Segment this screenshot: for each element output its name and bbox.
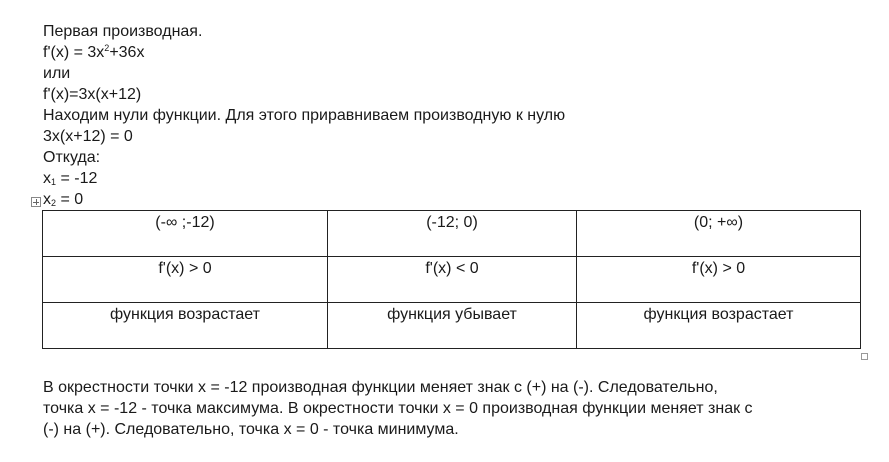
table-cell[interactable]: (-∞ ;-12): [43, 211, 328, 257]
table-move-handle-icon[interactable]: [31, 197, 41, 207]
table-row: [43, 303, 861, 349]
equation: 3x(x+12) = 0: [43, 128, 133, 145]
sign-table: [42, 210, 861, 349]
table-cell[interactable]: f'(x) < 0: [328, 257, 577, 303]
root-2: $x_2 = 0$: [43, 191, 84, 208]
heading-first-derivative: Первая производная.: [43, 23, 203, 40]
power-superscript: 2: [104, 43, 110, 53]
solution-text: [43, 21, 565, 210]
conclusion-line: точка x = -12 - точка максимума. В окрестности точки x = 0 производная функции меняет знак с: [43, 400, 753, 417]
conclusion-line: В окрестности точки x = -12 производная функции меняет знак с (+) на (-). Следовательно,: [43, 379, 718, 396]
table-cell[interactable]: функция возрастает: [43, 303, 328, 349]
whence-text: Откуда:: [43, 149, 101, 166]
table-cell[interactable]: (0; +∞): [577, 211, 861, 257]
or-text: или: [43, 65, 71, 82]
table-cell[interactable]: (-12; 0): [328, 211, 577, 257]
table-cell[interactable]: функция возрастает: [577, 303, 861, 349]
table-cell[interactable]: f'(x) > 0: [43, 257, 328, 303]
factored-derivative: f'(x)=3x(x+12): [43, 86, 142, 103]
conclusion-paragraph: [43, 377, 863, 440]
derivative-formula: $f'(x) = 3x^2+36x$: [43, 43, 145, 61]
table-cell[interactable]: функция убывает: [328, 303, 577, 349]
find-zeros-text: Находим нули функции. Для этого приравниваем производную к нулю: [43, 107, 566, 124]
table-row: [43, 257, 861, 303]
table-resize-handle[interactable]: [861, 353, 868, 360]
table-row: [43, 211, 861, 257]
root-1: $x_1 = -12$: [43, 170, 98, 187]
table-cell[interactable]: f'(x) > 0: [577, 257, 861, 303]
conclusion-line: (-) на (+). Следовательно, точка x = 0 - точка минимума.: [43, 421, 459, 438]
